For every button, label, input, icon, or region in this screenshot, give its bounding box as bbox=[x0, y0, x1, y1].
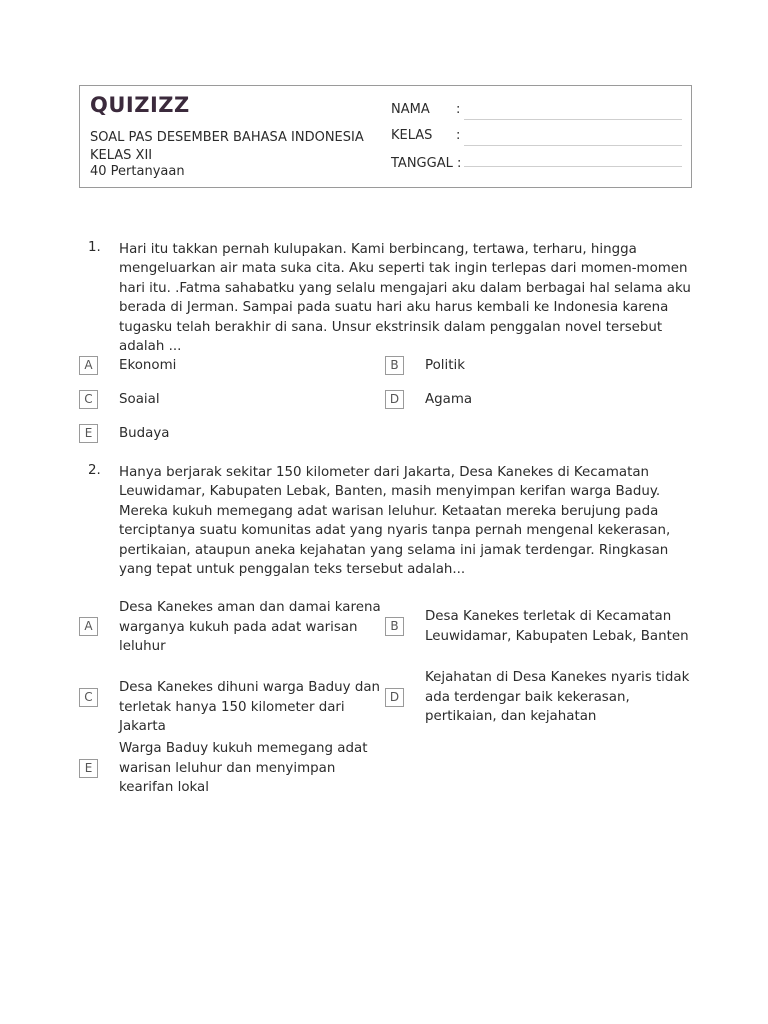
date-line bbox=[464, 166, 682, 167]
question-text: Hari itu takkan pernah kulupakan. Kami berbincang, tertawa, terharu, hingga mengeluarkan air mata suka cita. Aku seperti tak ingin terlepas dari momen-momen hari itu. .Fatma sahabatku yang selalu mengajari aku dalam berbagai hal selama aku berada di Jerman. Sampai pada suatu hari aku harus kembali ke Indonesia karena tugasku telah berakhir di sana. Unsur ekstrinsik dalam penggalan novel tersebut adalah ... bbox=[119, 242, 691, 355]
option-letter-box: A bbox=[79, 356, 98, 375]
class-line bbox=[464, 145, 682, 146]
field-colon: : bbox=[456, 102, 461, 117]
field-label: NAMA bbox=[391, 102, 430, 117]
option-letter-box: B bbox=[385, 617, 404, 636]
option-text: Warga Baduy kukuh memegang adat warisan leluhur dan menyimpan kearifan lokal bbox=[119, 741, 368, 796]
quiz-class: KELAS XII bbox=[90, 148, 153, 163]
option-letter-box: A bbox=[79, 617, 98, 636]
worksheet-header bbox=[79, 85, 692, 188]
option-letter-box: D bbox=[385, 390, 404, 409]
name-line bbox=[464, 119, 682, 120]
question-count: 40 Pertanyaan bbox=[90, 164, 185, 179]
option-text: Desa Kanekes terletak di Kecamatan Leuwidamar, Kabupaten Lebak, Banten bbox=[425, 609, 689, 644]
option-text: Budaya bbox=[119, 426, 170, 441]
field-label: KELAS bbox=[391, 128, 433, 143]
option-text: Agama bbox=[425, 392, 473, 407]
option-letter-box: E bbox=[79, 759, 98, 778]
question-text: Hanya berjarak sekitar 150 kilometer dari Jakarta, Desa Kanekes di Kecamatan Leuwidamar, Kabupaten Lebak, Banten, masih menyimpan kerifan warga Baduy. Mereka kukuh memegang adat warisan leluhur. Ketaatan mereka berujung pada terciptanya suatu komunitas adat yang nyaris tanpa pernah mengenal kekerasan, pertikaian, ataupun aneka kejahatan yang selama ini jamak terdengar. Ringkasan yang tepat untuk penggalan teks tersebut adalah... bbox=[119, 465, 671, 578]
option-letter-box: E bbox=[79, 424, 98, 443]
question-number: 2. bbox=[88, 463, 101, 478]
option-text: Ekonomi bbox=[119, 358, 177, 373]
quizizz-logo: QUIZIZZ bbox=[90, 93, 190, 117]
option-letter-box: C bbox=[79, 390, 98, 409]
option-text: Desa Kanekes aman dan damai karena warganya kukuh pada adat warisan leluhur bbox=[119, 600, 381, 655]
question-number: 1. bbox=[88, 240, 101, 255]
field-colon: : bbox=[456, 128, 461, 143]
field-label: TANGGAL : bbox=[391, 156, 462, 171]
option-text: Politik bbox=[425, 358, 465, 373]
option-letter-box: D bbox=[385, 688, 404, 707]
option-letter-box: C bbox=[79, 688, 98, 707]
option-letter-box: B bbox=[385, 356, 404, 375]
option-text: Kejahatan di Desa Kanekes nyaris tidak ada terdengar baik kekerasan, pertikaian, dan kejahatan bbox=[425, 670, 690, 725]
option-text: Soaial bbox=[119, 392, 160, 407]
option-text: Desa Kanekes dihuni warga Baduy dan terletak hanya 150 kilometer dari Jakarta bbox=[119, 680, 381, 735]
quiz-title: SOAL PAS DESEMBER BAHASA INDONESIA bbox=[90, 130, 364, 145]
